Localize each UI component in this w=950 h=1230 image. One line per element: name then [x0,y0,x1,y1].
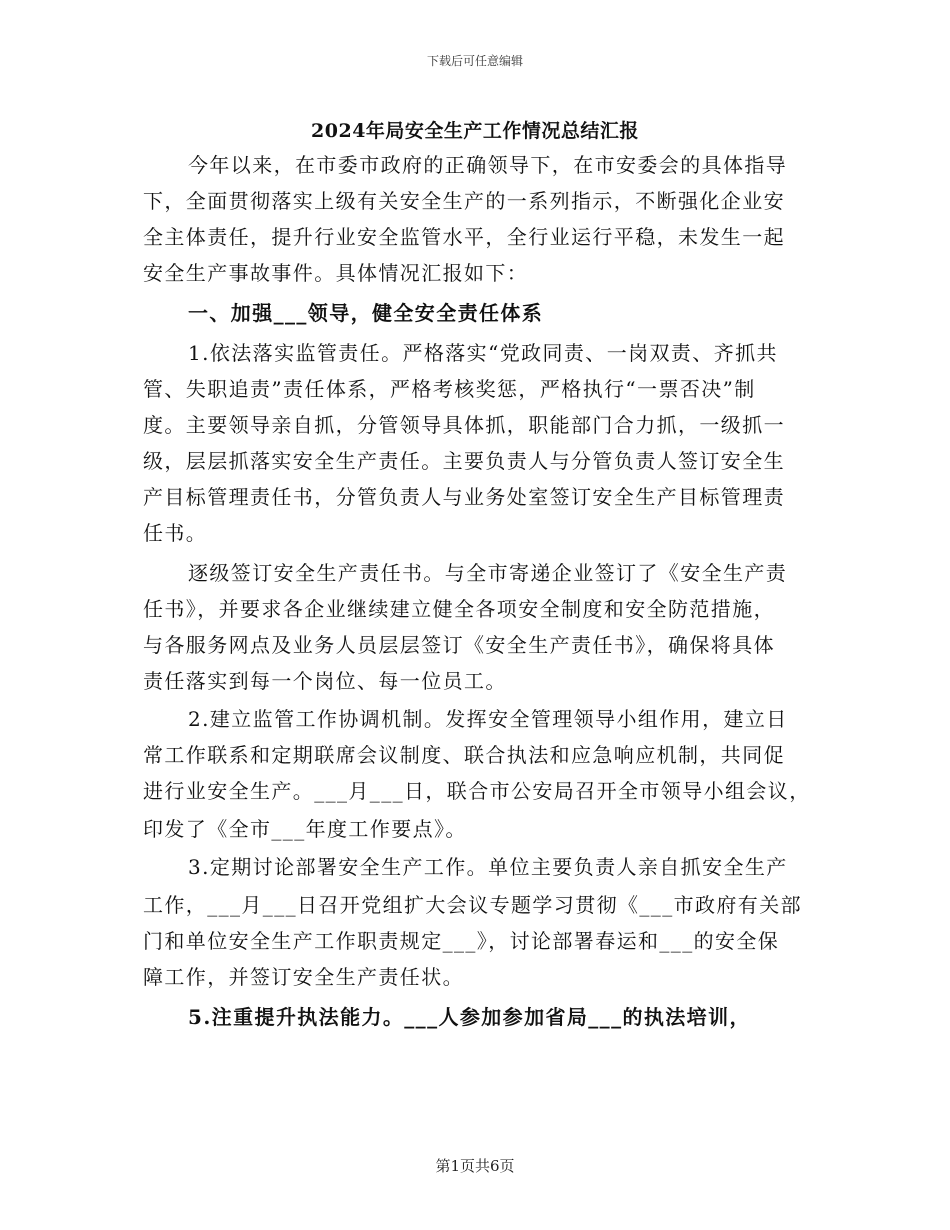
body-line: 度。主要领导亲自抓，分管领导具体抓，职能部门合力抓，一级抓一 [143,413,785,437]
body-line: 门和单位安全生产工作职责规定___》，讨论部署春运和___的安全保 [143,929,780,953]
body-line: 工作，___月___日召开党组扩大会议专题学习贯彻《___市政府有关部 [143,893,802,917]
body-line: 产目标管理责任书，分管负责人与业务处室签订安全生产目标管理责 [143,485,785,509]
body-line: 今年以来，在市委市政府的正确领导下，在市安委会的具体指导 [188,153,788,177]
body-line: 2.建立监管工作协调机制。发挥安全管理领导小组作用，建立日 [188,707,788,731]
body-line: 进行业安全生产。___月___日，联合市公安局召开全市领导小组会议， [143,779,811,803]
section-heading: 5.注重提升执法能力。___人参加参加省局___的执法培训， [188,1005,751,1029]
body-line: 常工作联系和定期联席会议制度、联合执法和应急响应机制，共同促 [143,743,785,767]
body-line: 下，全面贯彻落实上级有关安全生产的一系列指示，不断强化企业安 [143,189,785,213]
body-line: 障工作，并签订安全生产责任状。 [143,965,464,989]
body-line: 与各服务网点及业务人员层层签订《安全生产责任书》，确保将具体 [143,633,775,657]
body-line: 全主体责任，提升行业安全监管水平，全行业运行平稳，未发生一起 [143,225,785,249]
page-number: 第1页共6页 [435,1157,515,1175]
body-line: 安全生产事故事件。具体情况汇报如下： [143,261,529,285]
page-header-note: 下载后可任意编辑 [426,54,523,68]
body-line: 印发了《全市___年度工作要点》。 [143,817,467,841]
document-title: 2024年局安全生产工作情况总结汇报 [311,120,639,142]
body-line: 责任落实到每一个岗位、每一位员工。 [143,669,507,693]
body-line: 任书》，并要求各企业继续建立健全各项安全制度和安全防范措施， [143,597,775,621]
body-line: 1.依法落实监管责任。严格落实“党政同责、一岗双责、齐抓共 [188,341,778,365]
body-line: 任书。 [143,521,208,545]
body-line: 逐级签订安全生产责任书。与全市寄递企业签订了《安全生产责 [188,561,788,585]
section-heading: 一、加强___领导，健全安全责任体系 [188,301,544,325]
body-line: 级，层层抓落实安全生产责任。主要负责人与分管负责人签订安全生 [143,449,785,473]
body-line: 管、失职追责”责任体系，严格考核奖惩，严格执行“一票否决”制 [143,377,756,401]
body-line: 3.定期讨论部署安全生产工作。单位主要负责人亲自抓安全生产 [188,855,788,879]
